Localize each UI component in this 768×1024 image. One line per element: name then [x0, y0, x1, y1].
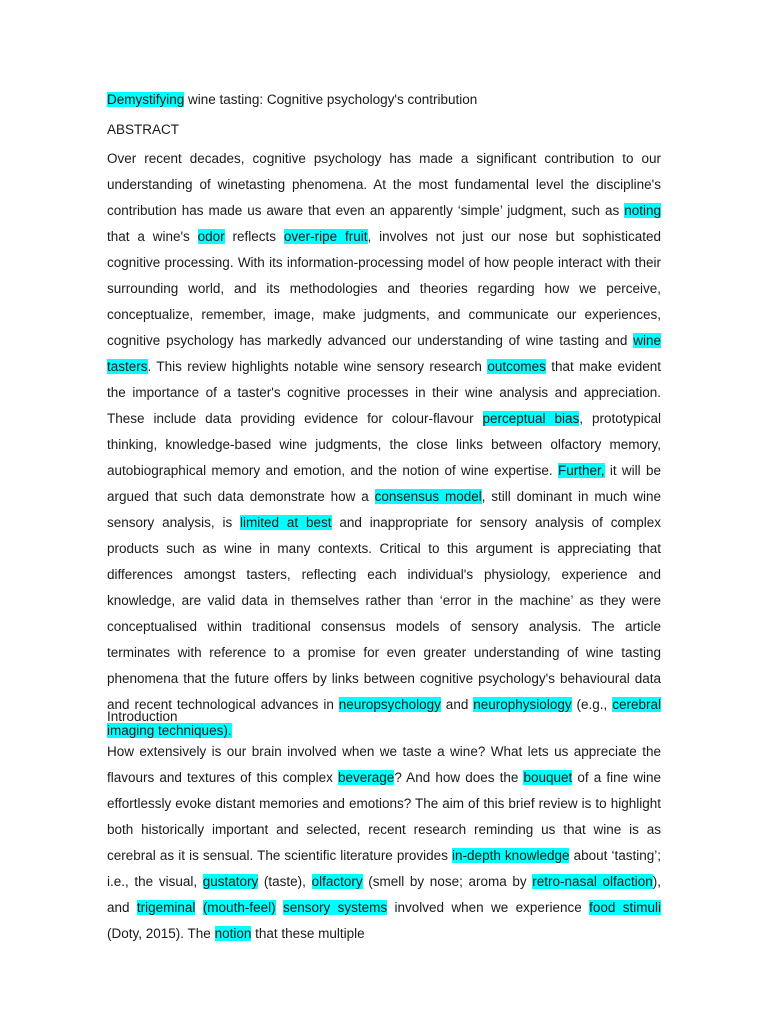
highlighted-text: food stimuli — [589, 900, 661, 915]
highlighted-text: olfactory — [311, 874, 363, 889]
text-run: that a wine's — [107, 229, 198, 244]
highlighted-text: cerebral imaging techniques). — [107, 697, 661, 738]
highlighted-text: neuropsychology — [338, 697, 441, 712]
text-run: wine tasting: Cognitive psychology's contribution — [184, 92, 478, 107]
text-run: involved when we experience — [387, 900, 590, 915]
text-run: , involves not just our nose but sophisticated cognitive processing. With its information-processing model of how people interact with their surrounding world, and its methodologies and theories regarding how we perceive, conceptualize, remember, image, make judgments, and communicate our experiences, cognitive psychology has markedly advanced our understanding of wine tasting and — [107, 229, 662, 348]
text-run: ? And how does the — [394, 770, 524, 785]
highlighted-text: neurophysiology — [473, 697, 572, 712]
text-run: about ‘tasting’; i.e., the visual, — [107, 848, 661, 889]
introduction-heading: Introduction — [107, 709, 178, 724]
text-run: and — [440, 697, 474, 712]
highlighted-text: bouquet — [523, 770, 573, 785]
text-run: and inappropriate for sensory analysis of complex products such as wine in many contexts. Critical to this argument is appreciating that differences amongst tasters, reflecting each individual's physiology, experience and knowledge, are valid data in themselves rather than ‘error in the machine’ as they were conceptualised within traditional consensus models of sensory analysis. The article terminates with reference to a promise for even greater understanding of wine tasting phenomena that the future offers by links between cognitive psychology's behavioural data and recent technological advances in — [107, 515, 661, 712]
highlighted-text: (mouth-feel) — [202, 900, 276, 915]
text-run — [195, 900, 202, 915]
abstract-paragraph — [107, 146, 661, 744]
text-run: reflects — [224, 229, 284, 244]
text-run: (smell by nose; aroma by — [362, 874, 533, 889]
introduction-paragraph — [107, 739, 661, 947]
text-run: Over recent decades, cognitive psychology has made a significant contribution to our understanding of winetasting phenomena. At the most fundamental level the discipline's contribution has made us aware that even an apparently ‘simple’ judgment, such as — [107, 151, 661, 218]
highlighted-text: outcomes — [487, 359, 546, 374]
highlighted-text: odor — [197, 229, 225, 244]
highlighted-text: perceptual bias — [482, 411, 580, 426]
highlighted-text: in-depth knowledge — [452, 848, 570, 863]
document-title — [107, 90, 477, 110]
text-run: it will be argued that such data demonstrate how a — [107, 463, 661, 504]
text-run: How extensively is our brain involved when we taste a wine? What lets us appreciate the flavours and textures of this complex — [107, 744, 661, 785]
highlighted-text: noting — [624, 203, 661, 218]
text-run: , still dominant in much wine sensory analysis, is — [107, 489, 661, 530]
highlighted-text: over-ripe fruit — [283, 229, 368, 244]
text-run: . This review highlights notable wine sensory research — [147, 359, 488, 374]
highlighted-text: consensus model — [374, 489, 482, 504]
text-run: of a fine wine effortlessly evoke distant memories and emotions? The aim of this brief review is to highlight both historically important and selected, recent research reminding us that wine is as cerebral as it is sensual. The scientific literature provides — [107, 770, 661, 863]
text-run: (e.g., — [571, 697, 613, 712]
abstract-heading: ABSTRACT — [107, 122, 180, 137]
highlighted-text: Further, — [557, 463, 605, 478]
highlighted-text: trigeminal — [136, 900, 196, 915]
text-run: that these multiple — [251, 926, 365, 941]
highlighted-text: Demystifying — [107, 92, 185, 107]
highlighted-text: beverage — [338, 770, 395, 785]
highlighted-text: limited at best — [240, 515, 332, 530]
text-run: (taste), — [258, 874, 312, 889]
text-run: , prototypical thinking, knowledge-based wine judgments, the close links between olfactory memory, autobiographical memory and emotion, and the notion of wine expertise. — [107, 411, 661, 478]
highlighted-text: gustatory — [202, 874, 259, 889]
text-run: (Doty, 2015). The — [107, 926, 215, 941]
text-run: that make evident the importance of a taster's cognitive processes in their wine analysis and appreciation. These include data providing evidence for colour-flavour — [107, 359, 661, 426]
highlighted-text: notion — [214, 926, 252, 941]
highlighted-text: wine tasters — [107, 333, 661, 374]
text-run — [276, 900, 283, 915]
highlighted-text: sensory systems — [282, 900, 388, 915]
text-run: ), and — [107, 874, 662, 915]
highlighted-text: retro-nasal olfaction — [532, 874, 653, 889]
